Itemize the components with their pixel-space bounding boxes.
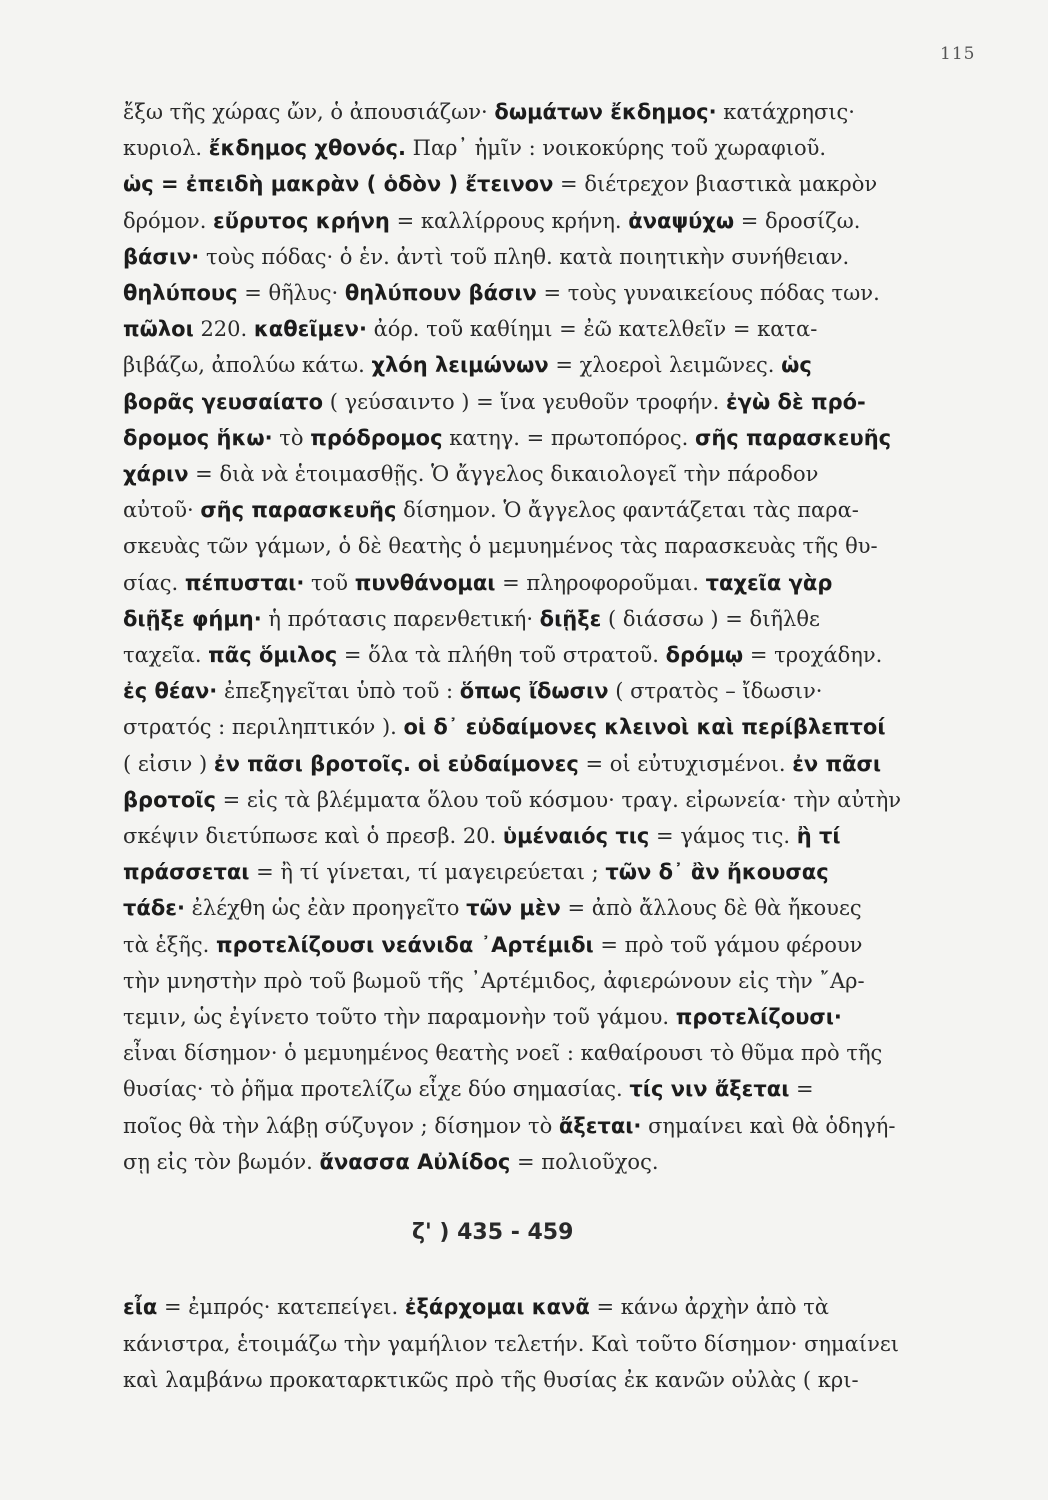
lemma-term: βροτοῖς [123, 787, 216, 812]
gloss-text: θυσίας· τὸ ῥῆμα προτελίζω εἶχε δύο σημασίας. [123, 1077, 630, 1102]
text-line [123, 747, 935, 781]
text-line [123, 1109, 935, 1143]
gloss-text: τοῦ [304, 570, 355, 595]
gloss-text: = οἱ εὐτυχισμένοι. [578, 751, 793, 776]
text-line [123, 602, 935, 636]
gloss-text: σημαίνει καὶ θὰ ὁδηγή- [641, 1113, 896, 1138]
text-line [123, 891, 935, 925]
lemma-term: ἔκδημος χθονός. [208, 136, 406, 161]
gloss-text: τοὺς πόδας· ὁ ἑν. ἀντὶ τοῦ πληθ. κατὰ ποιητικὴν συνήθειαν. [199, 244, 850, 269]
gloss-text: ( στρατὸς – ἴδωσιν· [608, 679, 823, 704]
gloss-text: εἶναι δίσημον· ὁ μεμυημένος θεατὴς νοεῖ : καθαίρουσι τὸ θῦμα πρὸ τῆς [123, 1041, 883, 1066]
gloss-text: ( εἰσιν ) [123, 751, 214, 776]
lemma-term: πράσσεται [123, 860, 250, 885]
lemma-term: προτελίζουσι νεάνιδα ᾿Αρτέμιδι [216, 932, 594, 957]
lemma-term: ὅπως ἴδωσιν [459, 679, 609, 704]
lemma-term: ἀναψύχω [628, 208, 735, 233]
lemma-term: ἐγὼ δὲ πρό- [725, 389, 866, 414]
lemma-term: ὑμέναιός τις [502, 824, 650, 848]
lemma-term: ἐξάρχομαι κανᾶ [404, 1295, 590, 1319]
gloss-text: = γάμος τις. [649, 824, 797, 848]
gloss-text: σκέψιν διετύπωσε καὶ ὁ πρεσβ. 20. [123, 824, 503, 848]
gloss-text: = διέτρεχον βιαστικὰ μακρὸν [553, 172, 878, 197]
lemma-term: ὡς = [123, 172, 186, 197]
text-line [123, 964, 935, 998]
gloss-text: = [789, 1077, 814, 1102]
text-line [123, 204, 935, 238]
text-line [123, 312, 935, 346]
lemma-term: θηλύπουν βάσιν [344, 281, 537, 305]
gloss-text: στρατός : περιληπτικόν ). [123, 715, 404, 740]
text-line [123, 1072, 935, 1106]
gloss-text: = θῆλυς· [237, 281, 345, 305]
gloss-text: = ὅλα τὰ πλήθη τοῦ στρατοῦ. [337, 643, 666, 667]
lemma-term: πέπυσται· [184, 570, 305, 595]
gloss-text: = τροχάδην. [743, 643, 883, 667]
gloss-text: βιβάζω, ἀπολύω κάτω. [123, 353, 372, 378]
gloss-text: σίας. [123, 570, 185, 595]
lemma-term: χλόη λειμώνων [371, 353, 549, 378]
gloss-text: κυριολ. [123, 136, 209, 161]
lemma-term: πυνθάνομαι [354, 570, 496, 595]
gloss-text: ποῖος θὰ τὴν λάβῃ σύζυγον ; δίσημον τὸ [123, 1113, 559, 1138]
gloss-text: Παρ᾽ ἡμῖν : νοικοκύρης τοῦ χωραφιοῦ. [405, 136, 827, 161]
lemma-term: χάριν [123, 462, 189, 486]
gloss-text: ἐπεξηγεῖται ὑπὸ τοῦ : [217, 679, 460, 704]
lemma-term: πᾶς ὅμιλος [208, 643, 338, 667]
gloss-text: σκευὰς τῶν γάμων, ὁ δὲ θεατὴς ὁ μεμυημένος τὰς παρασκευὰς τῆς θυ- [123, 534, 878, 559]
lemma-term: τῶν δ᾽ ἂν ἤκουσας [605, 860, 829, 885]
gloss-text: κατάχρησις· [716, 100, 855, 124]
lemma-term: ἄνασσα Αὐλίδος [319, 1149, 511, 1174]
lemma-term: τάδε· [123, 896, 185, 921]
text-line [123, 710, 935, 744]
text-line [123, 1036, 935, 1070]
lemma-term: διῇξε [539, 606, 602, 631]
lemma-term: εἶα [123, 1295, 158, 1319]
text-line [123, 276, 935, 310]
gloss-text: = ἢ τί γίνεται, τί μαγειρεύεται ; [249, 860, 606, 885]
gloss-text: αὐτοῦ· [123, 498, 201, 523]
lemma-term: εὔρυτος κρήνη [213, 208, 390, 233]
text-line [123, 855, 935, 889]
gloss-text: ἡ πρότασις παρενθετική· [261, 606, 540, 631]
text-line [123, 1290, 935, 1324]
gloss-text: δρόμον. [123, 208, 214, 233]
gloss-text: ταχεῖα. [123, 643, 209, 667]
gloss-text: ἐλέχθη ὡς ἐὰν προηγεῖτο [184, 896, 467, 921]
lemma-term: ἐν πᾶσι [792, 751, 882, 776]
lemma-term: οἱ εὐδαίμονες [417, 751, 579, 776]
lemma-term: καθεῖμεν· [253, 317, 367, 342]
gloss-text: = ἐμπρός· κατεπείγει. [157, 1295, 405, 1319]
text-line [123, 385, 935, 419]
gloss-text: = πρὸ τοῦ γάμου φέρουν [593, 932, 863, 957]
text-line [123, 1145, 935, 1179]
section-heading: ζ' ) 435 - 459 [412, 1220, 574, 1245]
gloss-text: = πολιοῦχος. [510, 1149, 659, 1174]
lemma-term: ἄξεται· [558, 1113, 642, 1138]
gloss-text [411, 747, 418, 781]
text-line [123, 783, 935, 817]
lemma-term: βάσιν· [123, 244, 200, 269]
lemma-term: ἐς θέαν· [123, 679, 218, 704]
text-line [123, 95, 935, 129]
text-line [123, 1000, 935, 1034]
lemma-term: τίς νιν ἄξεται [629, 1077, 790, 1102]
text-line [123, 819, 935, 853]
gloss-text: = καλλίρρους κρήνη. [389, 208, 629, 233]
lemma-term: ταχεῖα γὰρ [705, 570, 833, 595]
gloss-text: τὰ ἑξῆς. [123, 932, 217, 957]
lemma-term: θηλύπους [123, 281, 238, 305]
gloss-text: = τοὺς γυναικείους πόδας των. [536, 281, 880, 305]
gloss-text: = ἀπὸ ἄλλους δὲ θὰ ἤκουες [560, 896, 862, 921]
gloss-text: κατηγ. = πρωτοπόρος. [442, 425, 695, 450]
page-number: 115 [940, 44, 976, 64]
text-line [123, 493, 935, 527]
lemma-term: σῆς παρασκευῆς [694, 425, 892, 450]
text-line [123, 167, 935, 201]
gloss-text: σῃ εἰς τὸν βωμόν. [123, 1149, 320, 1174]
gloss-text: τὸ [272, 425, 311, 450]
text-line [123, 240, 935, 274]
text-line [123, 457, 935, 491]
gloss-text: δίσημον. Ὁ ἄγγελος φαντάζεται τὰς παρα- [396, 498, 859, 523]
gloss-text: ἀόρ. τοῦ καθίημι = ἐῶ κατελθεῖν = κατα- [366, 317, 818, 342]
lemma-term: ἐπειδὴ μακρὰν ( ὁδὸν ) ἔτεινον [185, 172, 554, 197]
gloss-text: = εἰς τὰ βλέμματα ὅλου τοῦ κόσμου· τραγ. εἰρωνεία· τὴν αὐτὴν [215, 787, 902, 812]
gloss-text: κάνιστρα, ἑτοιμάζω τὴν γαμήλιον τελετήν. Καὶ τοῦτο δίσημον· σημαίνει [123, 1331, 899, 1356]
text-line [123, 529, 935, 563]
text-line [123, 638, 935, 672]
gloss-text: ( γεύσαιντο ) = ἵνα γευθοῦν τροφήν. [323, 389, 726, 414]
lemma-term: βορᾶς γευσαίατο [123, 389, 324, 414]
text-line [123, 1327, 935, 1361]
gloss-text: ( διάσσω ) = διῆλθε [601, 606, 820, 631]
lemma-term: σῆς παρασκευῆς [200, 498, 397, 523]
lemma-term: προτελίζουσι· [675, 1005, 842, 1029]
gloss-text: ἔξω τῆς χώρας ὤν, ὁ ἀπουσιάζων· [123, 100, 495, 124]
gloss-text: = χλοεροὶ λειμῶνες. [548, 353, 782, 378]
lemma-term: διῇξε φήμη· [123, 606, 262, 631]
lemma-term: πῶλοι [123, 317, 194, 342]
lemma-term: δρόμῳ [665, 643, 744, 667]
gloss-text: τὴν μνηστὴν πρὸ τοῦ βωμοῦ τῆς ᾿Αρτέμιδος, ἀφιερώνουν εἰς τὴν ῎Αρ- [123, 968, 865, 993]
lemma-term: ὡς [781, 353, 812, 378]
lemma-term: ἢ τί [796, 824, 841, 848]
text-line [123, 131, 935, 165]
lemma-term: τῶν μὲν [466, 896, 561, 921]
gloss-text: = δροσίζω. [734, 208, 861, 233]
gloss-text: = διὰ νὰ ἑτοιμασθῇς. Ὁ ἄγγελος δικαιολογεῖ τὴν πάροδον [188, 462, 819, 486]
lemma-term: οἱ δ᾽ εὐδαίμονες κλεινοὶ καὶ περίβλεπτοί [403, 715, 886, 740]
lemma-term: πρόδρομος [310, 425, 443, 450]
text-line [123, 1363, 935, 1397]
text-line [123, 348, 935, 382]
lemma-term: ἐν πᾶσι βροτοῖς. [213, 751, 411, 776]
text-line [123, 928, 935, 962]
lemma-term: δωμάτων ἔκδημος· [494, 100, 717, 124]
gloss-text: = κάνω ἀρχὴν ἀπὸ τὰ [589, 1295, 829, 1319]
gloss-text: 220. [193, 317, 254, 342]
gloss-text: καὶ λαμβάνω προκαταρκτικῶς πρὸ τῆς θυσίας ἐκ κανῶν οὐλὰς ( κρι- [123, 1368, 859, 1392]
lemma-term: δρομος ἥκω· [123, 425, 273, 450]
gloss-text: τεμιν, ὡς ἐγίνετο τοῦτο τὴν παραμονὴν τοῦ γάμου. [123, 1005, 676, 1029]
text-line [123, 566, 935, 600]
text-line [123, 421, 935, 455]
text-line [123, 674, 935, 708]
gloss-text: = πληροφοροῦμαι. [495, 570, 706, 595]
